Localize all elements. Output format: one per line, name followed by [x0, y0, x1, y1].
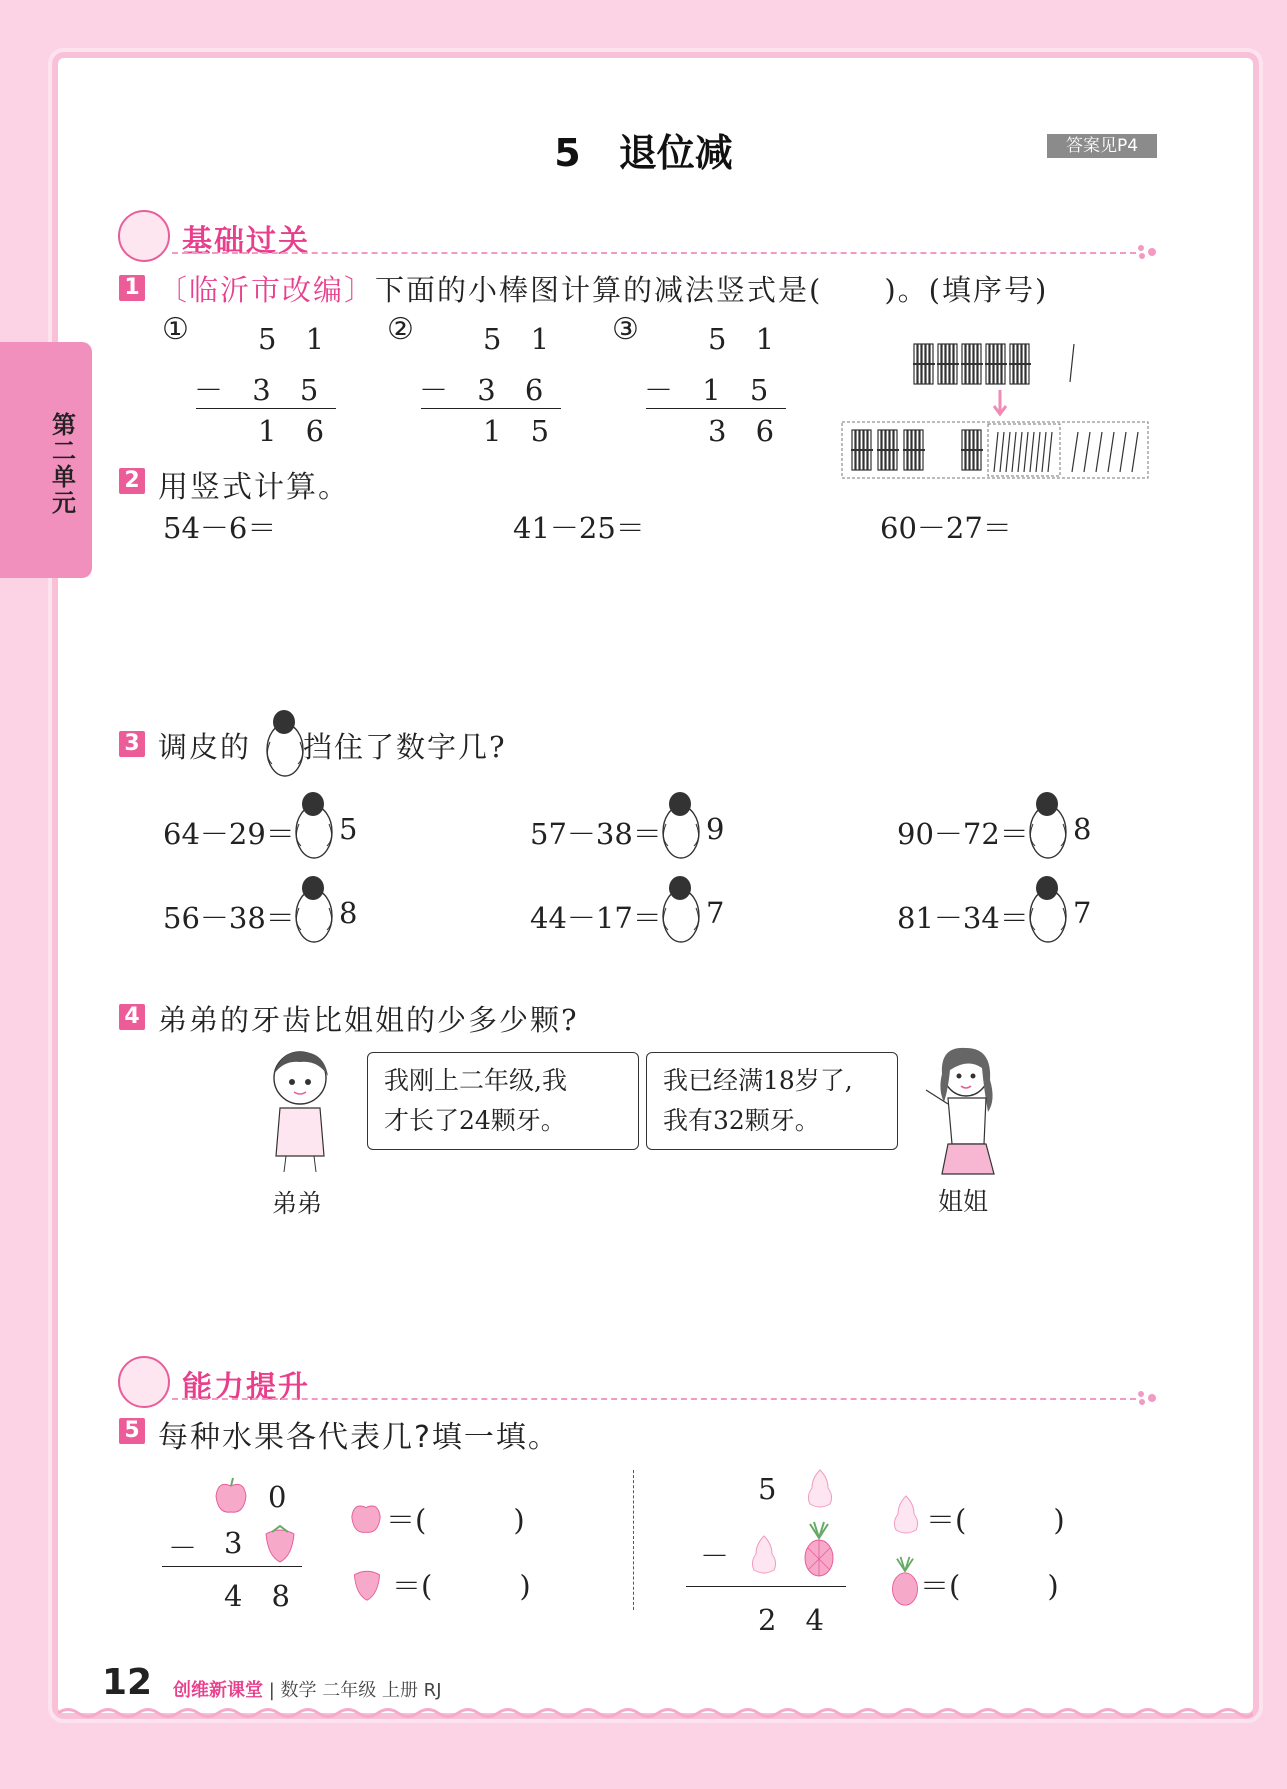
puzzle-result: 2 4 [758, 1603, 824, 1637]
hidden-digit-equation: 90－72＝ [897, 817, 1029, 851]
option-sub-row: － 3 5 [194, 373, 329, 407]
question-prompt-end: 挡住了数字几? [303, 730, 507, 764]
visible-digit: 5 [339, 812, 358, 846]
section-header-basic [118, 210, 1158, 262]
mascot-icon [118, 210, 170, 262]
equation-rule [646, 408, 786, 409]
penguin-icon [291, 788, 337, 862]
calc-item: 41－25＝ [513, 511, 645, 545]
puzzle-digit: 5 [758, 1472, 777, 1506]
unit-label: 第二单元 [52, 411, 76, 517]
option-sub-row: － 3 6 [419, 373, 554, 407]
equation-rule [421, 408, 561, 409]
question-2-text: 用竖式计算。 [158, 470, 350, 505]
stick-bundles-illustration [838, 332, 1160, 484]
apple-icon [212, 1476, 250, 1516]
dots-icon [1136, 1390, 1158, 1406]
boy-speech-line: 才长了24颗牙。 [384, 1106, 566, 1135]
boy-speech-line: 我刚上二年级,我 [384, 1066, 567, 1095]
puzzle-digit: 3 [224, 1526, 243, 1560]
visible-digit: 8 [1073, 812, 1092, 846]
option-mark: ③ [612, 312, 639, 347]
puzzle-divider [633, 1470, 634, 1610]
hidden-digit-equation: 57－38＝ [530, 817, 662, 851]
option-top-row: 5 1 [708, 322, 785, 356]
section-divider [172, 1398, 1136, 1400]
boy-illustration [262, 1046, 342, 1174]
pineapple-icon [888, 1554, 922, 1608]
question-5-text: 每种水果各代表几?填一填。 [158, 1420, 560, 1455]
strawberry-answer-blank[interactable]: ＝( ) [392, 1569, 531, 1603]
strawberry-icon [348, 1564, 386, 1602]
visible-digit: 9 [706, 812, 725, 846]
girl-speech-bubble [646, 1052, 898, 1150]
penguin-icon [262, 706, 308, 780]
penguin-icon [291, 872, 337, 946]
pear-answer-blank[interactable]: ＝( ) [926, 1503, 1065, 1537]
option-res-row: 3 6 [708, 414, 785, 448]
pear-icon [802, 1464, 838, 1510]
visible-digit: 7 [706, 896, 725, 930]
question-number: 5 [119, 1418, 145, 1444]
boy-label: 弟弟 [272, 1189, 323, 1218]
penguin-icon [1025, 872, 1071, 946]
penguin-icon [658, 788, 704, 862]
page-title: 5 退位减 [554, 131, 733, 175]
apple-icon [348, 1498, 384, 1536]
pineapple-icon [800, 1520, 838, 1578]
question-3-text [158, 725, 507, 766]
question-source: 〔临沂市改编〕 [158, 273, 376, 307]
footer-text [173, 1676, 442, 1702]
equation-rule [162, 1566, 302, 1567]
calc-item: 54－6＝ [163, 511, 277, 545]
minus-sign: － [700, 1539, 730, 1573]
pear-icon [888, 1490, 924, 1536]
hidden-digit-equation: 81－34＝ [897, 901, 1029, 935]
footer-info: | 数学 二年级 上册 RJ [268, 1680, 442, 1701]
question-number: 2 [119, 468, 145, 494]
page-number: 12 [102, 1662, 153, 1703]
option-res-row: 1 5 [483, 414, 560, 448]
minus-sign: － [168, 1531, 198, 1565]
strawberry-icon [260, 1522, 300, 1564]
hidden-digit-equation: 64－29＝ [163, 817, 295, 851]
option-sub-row: － 1 5 [644, 373, 779, 407]
girl-illustration [918, 1040, 1014, 1180]
wavy-border-bottom [58, 1706, 1253, 1720]
question-number: 4 [119, 1004, 145, 1030]
hidden-digit-equation: 44－17＝ [530, 901, 662, 935]
apple-answer-blank[interactable]: ＝( ) [386, 1503, 525, 1537]
option-mark: ① [162, 312, 189, 347]
penguin-icon [1025, 788, 1071, 862]
equation-rule [196, 408, 336, 409]
question-prompt-start: 调皮的 [158, 730, 252, 764]
section-divider [172, 252, 1136, 254]
girl-speech-line: 我有32颗牙。 [663, 1106, 820, 1135]
unit-side-tab [0, 342, 92, 578]
mascot-icon [118, 1356, 170, 1408]
question-1-text [158, 268, 1048, 309]
question-prompt: 下面的小棒图计算的减法竖式是( )。(填序号) [375, 273, 1049, 307]
puzzle-result: 4 8 [224, 1579, 290, 1613]
visible-digit: 7 [1073, 896, 1092, 930]
hidden-digit-equation: 56－38＝ [163, 901, 295, 935]
visible-digit: 8 [339, 896, 358, 930]
option-top-row: 5 1 [258, 322, 335, 356]
boy-speech-bubble [367, 1052, 639, 1150]
pineapple-answer-blank[interactable]: ＝( ) [920, 1569, 1059, 1603]
question-number: 1 [119, 275, 145, 301]
footer-brand: 创维新课堂 [173, 1680, 263, 1701]
option-res-row: 1 6 [258, 414, 335, 448]
answer-reference-badge: 答案见P4 [1047, 134, 1157, 158]
calc-item: 60－27＝ [880, 511, 1012, 545]
penguin-icon [658, 872, 704, 946]
equation-rule [686, 1586, 846, 1587]
option-mark: ② [387, 312, 414, 347]
question-number: 3 [119, 731, 145, 757]
question-4-text: 弟弟的牙齿比姐姐的少多少颗? [158, 1003, 579, 1037]
option-top-row: 5 1 [483, 322, 560, 356]
dots-icon [1136, 244, 1158, 260]
girl-speech-line: 我已经满18岁了, [663, 1066, 853, 1095]
section-label: 基础过关 [182, 224, 310, 259]
pear-icon [746, 1530, 782, 1576]
section-label: 能力提升 [182, 1370, 310, 1405]
puzzle-digit: 0 [268, 1480, 287, 1514]
girl-label: 姐姐 [938, 1187, 989, 1216]
section-header-advanced [118, 1356, 1158, 1408]
